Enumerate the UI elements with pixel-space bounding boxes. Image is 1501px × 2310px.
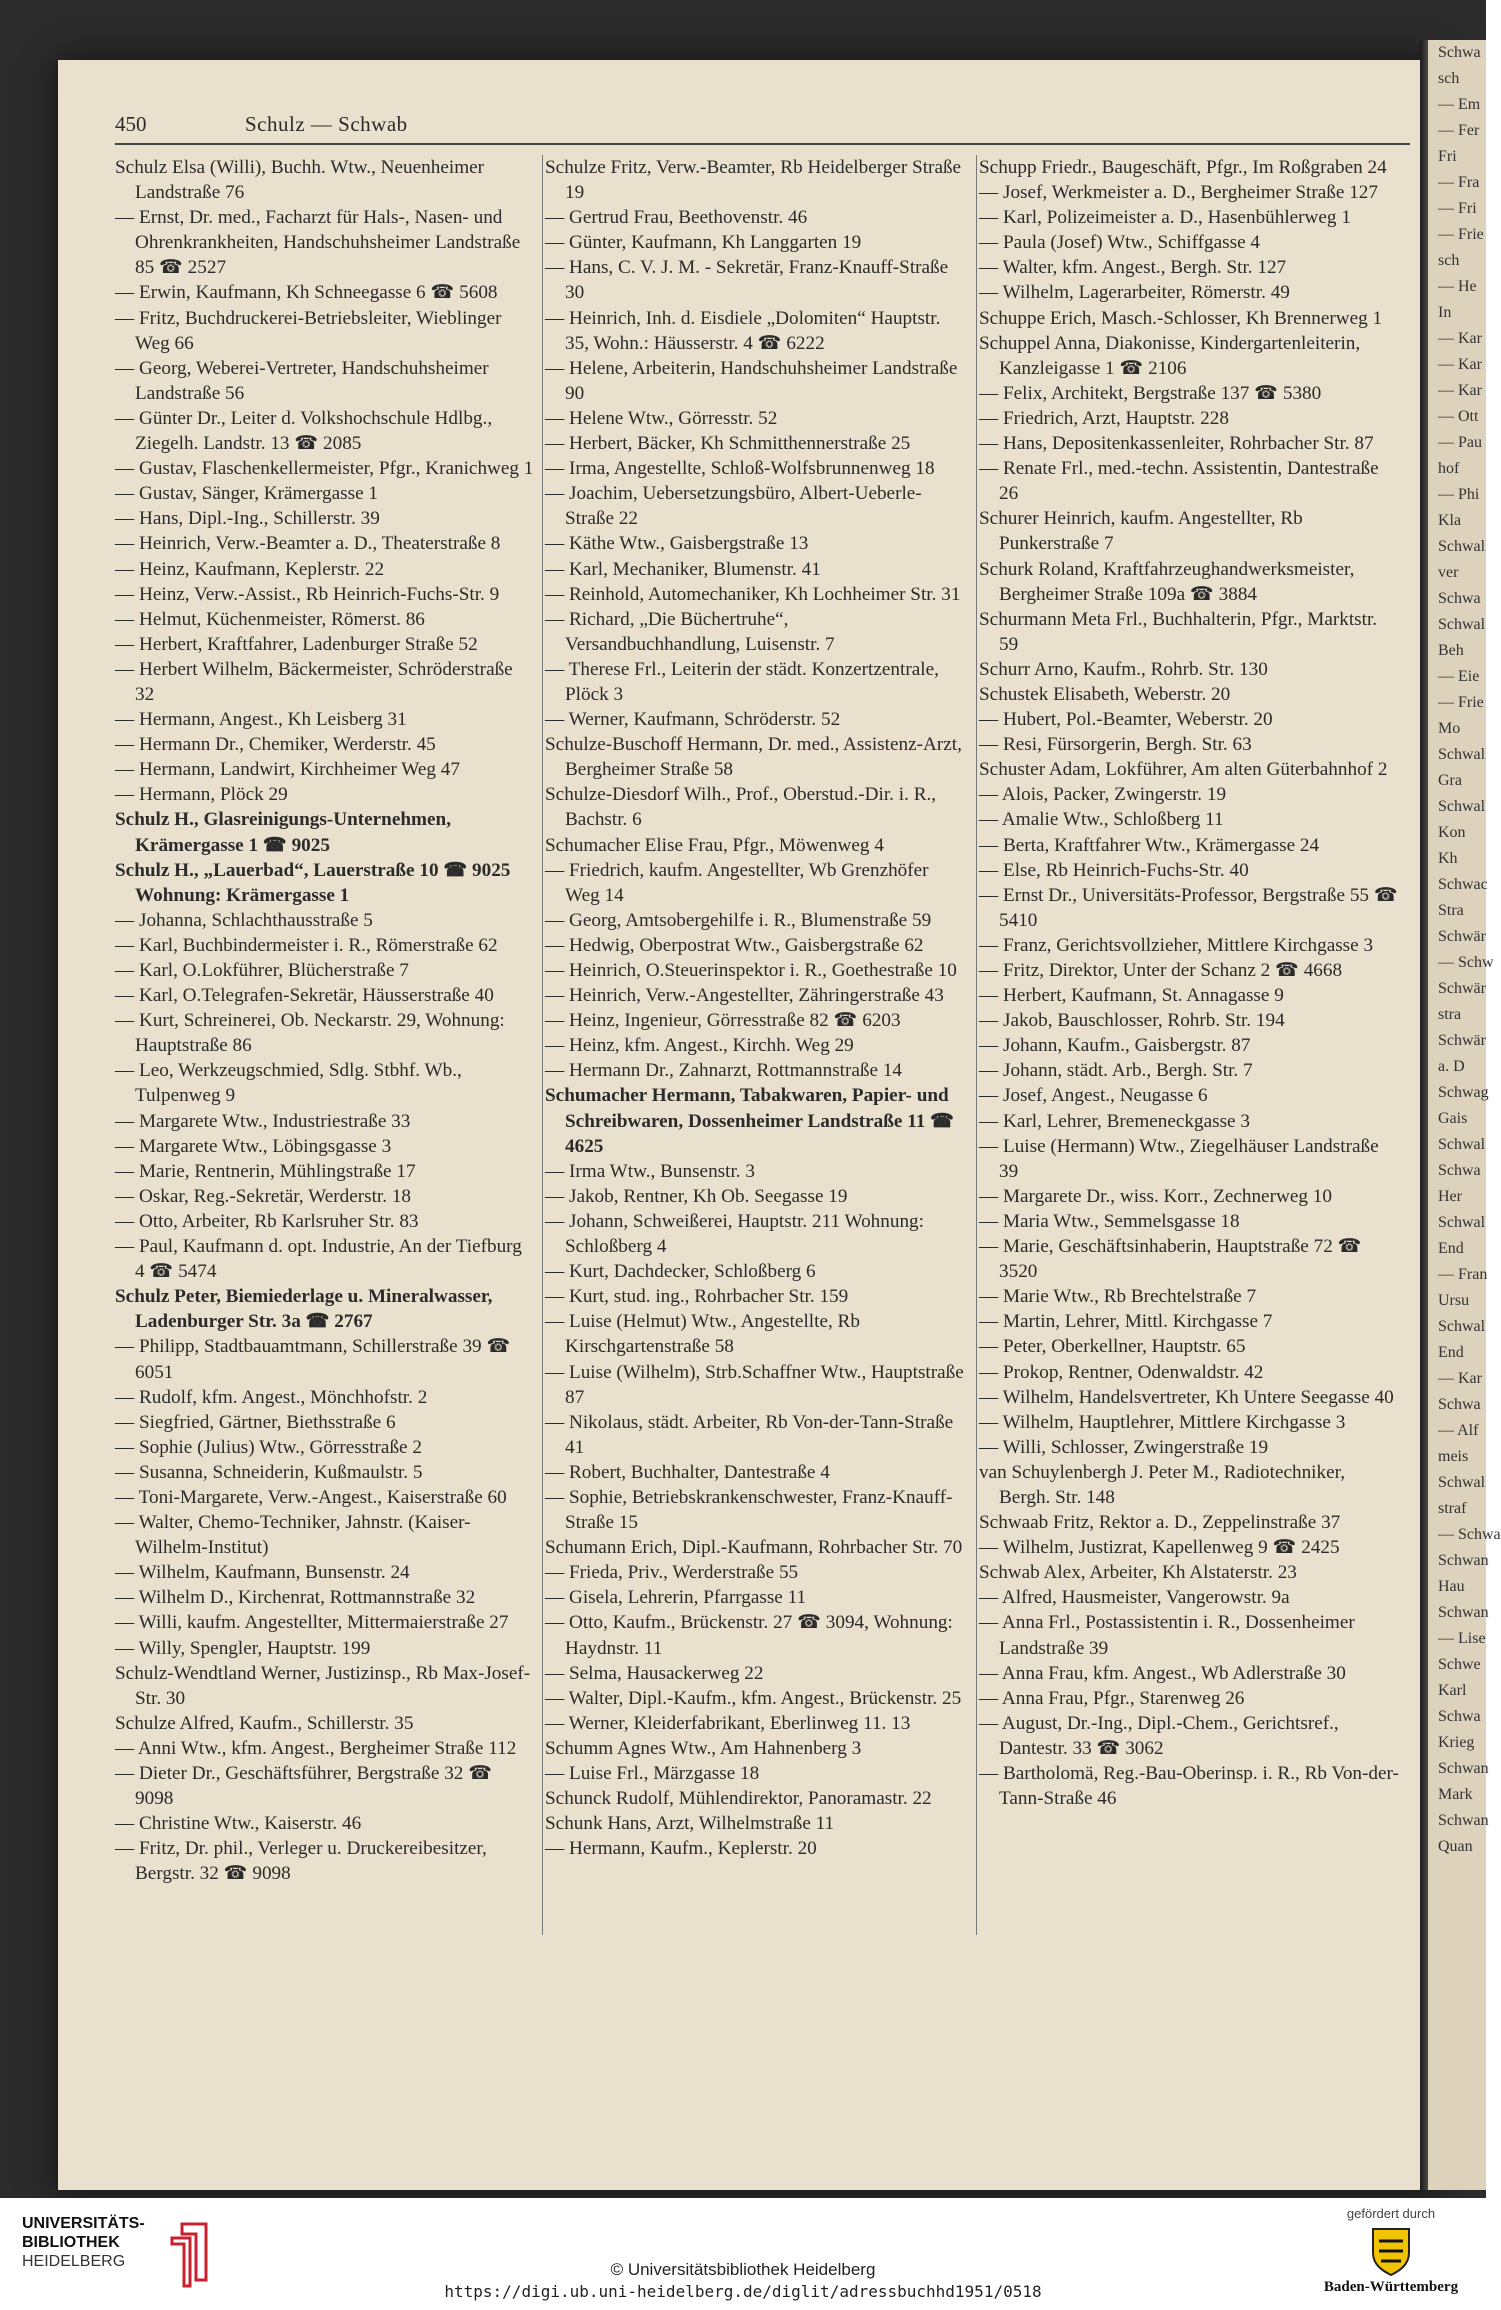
next-page-fragment: — Schwa	[1438, 1526, 1501, 1543]
next-page-fragment: Schwan	[1438, 1760, 1489, 1777]
directory-entry: — Joachim, Uebersetzungsbüro, Albert-Ueberle-Straße 22	[545, 483, 922, 530]
directory-entry: Schupp Friedr., Baugeschäft, Pfgr., Im Roßgraben 24	[979, 157, 1387, 178]
directory-entry: Schulze Fritz, Verw.-Beamter, Rb Heidelberger Straße 19	[545, 157, 962, 204]
directory-entry: — Fritz, Dr. phil., Verleger u. Druckereibesitzer, Bergstr. 32 ☎ 9098	[115, 1838, 487, 1885]
directory-entry: — Irma, Angestellte, Schloß-Wolfsbrunnenweg 18	[545, 458, 935, 480]
directory-entry: Schuster Adam, Lokführer, Am alten Güterbahnhof 2	[979, 759, 1388, 781]
directory-entry: — Kurt, Schreinerei, Ob. Neckarstr. 29, Wohnung: Hauptstraße 86	[115, 1010, 505, 1057]
directory-entry: — Walter, Dipl.-Kaufm., kfm. Angest., Brückenstr. 25	[545, 1687, 962, 1709]
directory-entry: — Alois, Packer, Zwingerstr. 19	[979, 784, 1227, 806]
next-page-fragment: — Kar	[1438, 1370, 1482, 1387]
directory-entry: — Renate Frl., med.-techn. Assistentin, Dantestraße 26	[979, 458, 1379, 505]
next-page-fragment: Kla	[1438, 512, 1462, 529]
directory-entry: — Nikolaus, städt. Arbeiter, Rb Von-der-Tann-Straße 41	[545, 1411, 954, 1458]
directory-entry: — Herbert, Kaufmann, St. Annagasse 9	[979, 985, 1284, 1007]
directory-entry: — Karl, Buchbindermeister i. R., Römerstraße 62	[115, 934, 498, 956]
copyright-text: © Universitätsbibliothek Heidelberg	[610, 2260, 876, 2279]
directory-entry: — Anna Frl., Postassistentin i. R., Dossenheimer Landstraße 39	[979, 1612, 1355, 1659]
directory-entry: Schumacher Elise Frau, Pfgr., Möwenweg 4	[545, 834, 884, 856]
next-page-fragment: Schwal	[1438, 798, 1486, 815]
directory-entry: — Georg, Weberei-Vertreter, Handschuhsheimer Landstraße 56	[115, 357, 489, 404]
column-1	[115, 155, 535, 1886]
directory-entry: — Jakob, Rentner, Kh Ob. Seegasse 19	[545, 1185, 848, 1207]
next-page-fragment: Schwan	[1438, 1552, 1489, 1569]
next-page-fragment: — Kar	[1438, 330, 1482, 347]
directory-entry: — Toni-Margarete, Verw.-Angest., Kaiserstraße 60	[115, 1486, 507, 1508]
directory-entry: Schurmann Meta Frl., Buchhalterin, Pfgr., Marktstr. 59	[979, 608, 1378, 655]
next-page-fragment: Schwe	[1438, 1656, 1481, 1673]
directory-entry: — Alfred, Hausmeister, Vangerowstr. 9a	[979, 1587, 1290, 1609]
sponsor-name: Baden-Württemberg	[1323, 2279, 1459, 2295]
directory-entry: — Hermann Dr., Chemiker, Werderstr. 45	[115, 734, 436, 756]
directory-entry: — Hermann, Plöck 29	[115, 784, 288, 806]
directory-entry: — Felix, Architekt, Bergstraße 137 ☎ 5380	[979, 382, 1322, 404]
directory-entry: — Helene Wtw., Görresstr. 52	[545, 407, 778, 429]
directory-entry: — Willi, Schlosser, Zwingerstraße 19	[979, 1436, 1269, 1458]
directory-entry: — Käthe Wtw., Gaisbergstraße 13	[545, 533, 809, 555]
directory-entry: — Frieda, Priv., Werderstraße 55	[545, 1562, 799, 1584]
next-page-fragment: Quan	[1438, 1838, 1473, 1855]
directory-entry: — Rudolf, kfm. Angest., Mönchhofstr. 2	[115, 1386, 428, 1408]
next-page-fragment: Schwa	[1438, 1708, 1481, 1725]
next-page-fragment: — Em	[1438, 96, 1481, 113]
next-page-fragment: — Fra	[1438, 174, 1480, 191]
directory-entry: — Philipp, Stadtbauamtmann, Schillerstraße 39 ☎ 6051	[115, 1336, 511, 1383]
viewer-footer	[0, 2198, 1486, 2310]
directory-entry: — Helene, Arbeiterin, Handschuhsheimer Landstraße 90	[545, 357, 958, 404]
next-page-fragment: Kon	[1438, 824, 1466, 841]
directory-entry: — Gertrud Frau, Beethovenstr. 46	[545, 207, 808, 229]
running-header	[115, 112, 1446, 142]
next-page-fragment: — Kar	[1438, 382, 1482, 399]
directory-entry: Schulz H., Glasreinigungs-Unternehmen, Krämergasse 1 ☎ 9025	[115, 809, 451, 856]
next-page-fragment: Schwan	[1438, 1604, 1489, 1621]
logo-line-1: UNIVERSITÄTS-	[22, 2215, 145, 2232]
directory-entry: — Wilhelm, Kaufmann, Bunsenstr. 24	[115, 1562, 410, 1584]
directory-entry: — Johann, Schweißerei, Hauptstr. 211 Wohnung: Schloßberg 4	[545, 1210, 924, 1258]
next-page-fragment: Schwa	[1438, 1162, 1481, 1179]
next-page-fragment: — Ott	[1438, 408, 1479, 425]
directory-entry: — Hermann Dr., Zahnarzt, Rottmannstraße 14	[545, 1060, 903, 1082]
directory-entry: — Hermann, Angest., Kh Leisberg 31	[115, 709, 407, 731]
directory-entry: — Sophie, Betriebskrankenschwester, Franz-Knauff-Straße 15	[545, 1486, 953, 1534]
directory-entry: — Georg, Amtsobergehilfe i. R., Blumenstraße 59	[545, 909, 932, 931]
next-page-fragment: Mark	[1438, 1786, 1473, 1803]
sponsor-caption: gefördert durch	[1346, 2206, 1436, 2221]
next-page-fragment: sch	[1438, 252, 1460, 269]
sponsor-block	[1316, 2206, 1466, 2296]
directory-entry: — Otto, Kaufm., Brückenstr. 27 ☎ 3094, Wohnung: Haydnstr. 11	[545, 1612, 953, 1659]
directory-entry: — Hermann, Landwirt, Kirchheimer Weg 47	[115, 759, 460, 781]
directory-entry: Schumm Agnes Wtw., Am Hahnenberg 3	[545, 1737, 862, 1759]
next-page-fragment: — Fri	[1438, 200, 1477, 217]
directory-columns	[115, 155, 1415, 2135]
directory-entry: — Herbert, Kraftfahrer, Ladenburger Straße 52	[115, 633, 478, 655]
directory-entry: — Therese Frl., Leiterin der städt. Konzertzentrale, Plöck 3	[545, 658, 939, 705]
directory-entry: — Helmut, Küchenmeister, Römerst. 86	[115, 608, 425, 630]
directory-entry: Schurk Roland, Kraftfahrzeughandwerksmeister, Bergheimer Straße 109a ☎ 3884	[979, 558, 1355, 605]
directory-entry: Schurer Heinrich, kaufm. Angestellter, Rb Punkerstraße 7	[979, 508, 1303, 555]
next-page-fragment: Schwal	[1438, 1474, 1486, 1491]
next-page-fragment: Schwär	[1438, 1032, 1486, 1049]
next-page-fragment: ver	[1438, 564, 1459, 581]
next-page-fragment: Schwär	[1438, 980, 1486, 997]
next-page-fragment: Beh	[1438, 642, 1464, 659]
directory-entry: — Oskar, Reg.-Sekretär, Werderstr. 18	[115, 1185, 412, 1207]
directory-entry: van Schuylenbergh J. Peter M., Radiotechniker, Bergh. Str. 148	[979, 1461, 1346, 1508]
directory-entry: — Dieter Dr., Geschäftsführer, Bergstraße 32 ☎ 9098	[115, 1763, 493, 1810]
next-page-fragment: — Lise	[1438, 1630, 1486, 1647]
directory-entry: — Siegfried, Gärtner, Biethsstraße 6	[115, 1411, 396, 1433]
directory-entry: — Jakob, Bauschlosser, Rohrb. Str. 194	[979, 1010, 1285, 1032]
directory-entry: — Marie, Rentnerin, Mühlingstraße 17	[115, 1160, 416, 1182]
next-page-fragment: Schwag	[1438, 1084, 1489, 1101]
directory-entry: — Friedrich, Arzt, Hauptstr. 228	[979, 407, 1229, 429]
directory-entry: — Luise (Helmut) Wtw., Angestellte, Rb Kirschgartenstraße 58	[545, 1311, 860, 1358]
directory-entry: — Ernst Dr., Universitäts-Professor, Bergstraße 55 ☎ 5410	[979, 884, 1398, 931]
directory-entry: — Martin, Lehrer, Mittl. Kirchgasse 7	[979, 1311, 1273, 1333]
directory-entry: — Richard, „Die Büchertruhe“, Versandbuchhandlung, Luisenstr. 7	[545, 608, 835, 655]
directory-entry: — Friedrich, kaufm. Angestellter, Wb Grenzhöfer Weg 14	[545, 859, 929, 906]
next-page-fragment: straf	[1438, 1500, 1467, 1517]
directory-entry: — Bartholomä, Reg.-Bau-Oberinsp. i. R., Rb Von-der-Tann-Straße 46	[979, 1763, 1399, 1810]
next-page-fragment: Gais	[1438, 1110, 1468, 1127]
directory-entry: — Heinrich, Inh. d. Eisdiele „Dolomiten“ Hauptstr. 35, Wohn.: Häusserstr. 4 ☎ 6222	[545, 307, 941, 354]
directory-entry: Schulze-Buschoff Hermann, Dr. med., Assistenz-Arzt, Bergheimer Straße 58	[545, 734, 962, 781]
directory-entry: — Karl, Mechaniker, Blumenstr. 41	[545, 558, 821, 580]
directory-entry: — Resi, Fürsorgerin, Bergh. Str. 63	[979, 734, 1252, 756]
directory-entry: Schuppel Anna, Diakonisse, Kindergartenleiterin, Kanzleigasse 1 ☎ 2106	[979, 332, 1361, 379]
next-page-fragment: Schwal	[1438, 1318, 1486, 1335]
directory-entry: — Walter, Chemo-Techniker, Jahnstr. (Kaiser-Wilhelm-Institut)	[115, 1512, 471, 1559]
directory-entry: — Paula (Josef) Wtw., Schiffgasse 4	[979, 232, 1261, 254]
directory-entry: — Selma, Hausackerweg 22	[545, 1662, 764, 1684]
directory-entry: — Johann, Kaufm., Gaisbergstr. 87	[979, 1035, 1251, 1057]
directory-entry: — August, Dr.-Ing., Dipl.-Chem., Gerichtsref., Dantestr. 33 ☎ 3062	[979, 1712, 1339, 1759]
directory-entry: — Josef, Angest., Neugasse 6	[979, 1085, 1208, 1107]
directory-entry: — Margarete Dr., wiss. Korr., Zechnerweg 10	[979, 1185, 1332, 1207]
running-title: Schulz — Schwab	[245, 112, 408, 136]
directory-entry: Schulz Peter, Biemiederlage u. Mineralwasser, Ladenburger Str. 3a ☎ 2767	[115, 1286, 493, 1333]
directory-entry: — Gustav, Flaschenkellermeister, Pfgr., Kranichweg 1	[115, 458, 534, 480]
directory-entry: — Peter, Oberkellner, Hauptstr. 65	[979, 1336, 1246, 1358]
next-page-fragment: — Fer	[1438, 122, 1480, 139]
next-page-fragment: Schwal	[1438, 1214, 1486, 1231]
directory-entry: — Erwin, Kaufmann, Kh Schneegasse 6 ☎ 5608	[115, 282, 498, 304]
directory-entry: — Christine Wtw., Kaiserstr. 46	[115, 1813, 362, 1835]
next-page-fragment: Schwa	[1438, 44, 1481, 61]
next-page-fragment: — Phi	[1438, 486, 1480, 503]
next-page-fragment: — Schw	[1438, 954, 1494, 971]
directory-entry: — Hedwig, Oberpostrat Wtw., Gaisbergstraße 62	[545, 934, 924, 956]
next-page-fragment: Stra	[1438, 902, 1464, 919]
directory-entry: — Anni Wtw., kfm. Angest., Bergheimer Straße 112	[115, 1737, 517, 1759]
directory-entry: — Reinhold, Automechaniker, Kh Lochheimer Str. 31	[545, 583, 961, 605]
directory-entry: — Leo, Werkzeugschmied, Sdlg. Stbhf. Wb., Tulpenweg 9	[115, 1060, 462, 1107]
directory-entry: — Wilhelm D., Kirchenrat, Rottmannstraße 32	[115, 1587, 476, 1609]
directory-entry: — Luise Frl., Märzgasse 18	[545, 1763, 760, 1784]
next-page-fragment: Schwac	[1438, 876, 1488, 893]
directory-entry: — Franz, Gerichtsvollzieher, Mittlere Kirchgasse 3	[979, 934, 1374, 956]
next-page-fragment: — Frie	[1438, 226, 1484, 243]
directory-entry: — Hans, C. V. J. M. - Sekretär, Franz-Knauff-Straße 30	[545, 257, 949, 304]
directory-entry: — Anna Frau, Pfgr., Starenweg 26	[979, 1687, 1245, 1709]
directory-entry: — Sophie (Julius) Wtw., Görresstraße 2	[115, 1436, 422, 1458]
next-page-fragment: Fri	[1438, 148, 1457, 165]
logo-line-2: BIBLIOTHEK	[22, 2234, 120, 2251]
header-rule	[115, 143, 1410, 145]
directory-entry: — Heinrich, Verw.-Angestellter, Zähringerstraße 43	[545, 985, 944, 1007]
next-page-fragment: — Alf	[1438, 1422, 1479, 1439]
directory-entry: Schuppe Erich, Masch.-Schlosser, Kh Brennerweg 1	[979, 307, 1383, 329]
next-page-fragment: End	[1438, 1240, 1464, 1257]
directory-entry: Schumacher Hermann, Tabakwaren, Papier- und Schreibwaren, Dossenheimer Landstraße 11 ☎ 4625	[545, 1085, 955, 1157]
directory-entry: — Prokop, Rentner, Odenwaldstr. 42	[979, 1361, 1264, 1383]
directory-entry: — Hubert, Pol.-Beamter, Weberstr. 20	[979, 709, 1273, 731]
next-page-fragment: Schwa	[1438, 590, 1481, 607]
next-page-fragment: Kh	[1438, 850, 1458, 867]
next-page-fragment: Schwal	[1438, 616, 1486, 633]
next-page-fragment: Karl	[1438, 1682, 1467, 1699]
directory-entry: — Herbert, Bäcker, Kh Schmitthennerstraße 25	[545, 433, 911, 455]
directory-entry: — Maria Wtw., Semmelsgasse 18	[979, 1210, 1240, 1232]
next-page-fragment: End	[1438, 1344, 1464, 1361]
directory-entry: — Otto, Arbeiter, Rb Karlsruher Str. 83	[115, 1210, 419, 1232]
directory-entry: — Robert, Buchhalter, Dantestraße 4	[545, 1461, 830, 1483]
directory-entry: — Karl, Lehrer, Bremeneckgasse 3	[979, 1110, 1250, 1132]
next-page-fragment: — Fran	[1438, 1266, 1488, 1283]
next-page-fragment: Schwal	[1438, 1136, 1486, 1153]
directory-entry: — Herbert Wilhelm, Bäckermeister, Schröderstraße 32	[115, 658, 513, 705]
directory-entry: Schumann Erich, Dipl.-Kaufmann, Rohrbacher Str. 70	[545, 1537, 963, 1559]
directory-entry: — Johanna, Schlachthausstraße 5	[115, 909, 373, 931]
directory-entry: — Marie Wtw., Rb Brechtelstraße 7	[979, 1286, 1257, 1308]
directory-entry: — Marie, Geschäftsinhaberin, Hauptstraße 72 ☎ 3520	[979, 1236, 1362, 1283]
column-2	[545, 155, 965, 1861]
directory-entry: — Wilhelm, Handelsvertreter, Kh Untere Seegasse 40	[979, 1386, 1394, 1408]
directory-entry: — Susanna, Schneiderin, Kußmaulstr. 5	[115, 1461, 423, 1483]
next-page-fragment: meis	[1438, 1448, 1469, 1465]
next-page-fragment: Schwal	[1438, 746, 1486, 763]
next-page-fragment: — Eie	[1438, 668, 1480, 685]
directory-entry: Schunk Hans, Arzt, Wilhelmstraße 11	[545, 1813, 835, 1835]
directory-entry: — Karl, Polizeimeister a. D., Hasenbühlerweg 1	[979, 207, 1351, 229]
next-page-fragment: — Kar	[1438, 356, 1482, 373]
directory-entry: — Kurt, Dachdecker, Schloßberg 6	[545, 1261, 816, 1283]
directory-entry: — Hans, Dipl.-Ing., Schillerstr. 39	[115, 508, 380, 530]
directory-entry: — Wilhelm, Hauptlehrer, Mittlere Kirchgasse 3	[979, 1411, 1346, 1433]
next-page-fragment: a. D	[1438, 1058, 1465, 1075]
directory-entry: — Heinz, Kaufmann, Keplerstr. 22	[115, 558, 385, 580]
directory-entry: — Heinrich, Verw.-Beamter a. D., Theaterstraße 8	[115, 533, 501, 555]
directory-entry: — Heinz, kfm. Angest., Kirchh. Weg 29	[545, 1035, 854, 1057]
directory-entry: — Fritz, Buchdruckerei-Betriebsleiter, Wieblinger Weg 66	[115, 307, 502, 354]
directory-entry: — Anna Frau, kfm. Angest., Wb Adlerstraße 30	[979, 1662, 1346, 1684]
directory-entry: — Heinz, Verw.-Assist., Rb Heinrich-Fuchs-Str. 9	[115, 583, 500, 605]
directory-entry: — Margarete Wtw., Löbingsgasse 3	[115, 1135, 392, 1157]
logo-line-3: HEIDELBERG	[22, 2253, 126, 2270]
page-number: 450	[115, 112, 147, 136]
directory-entry: — Günter, Kaufmann, Kh Langgarten 19	[545, 232, 862, 254]
directory-entry: — Luise (Hermann) Wtw., Ziegelhäuser Landstraße 39	[979, 1135, 1379, 1182]
directory-entry: — Kurt, stud. ing., Rohrbacher Str. 159	[545, 1286, 849, 1308]
directory-entry: — Ernst, Dr. med., Facharzt für Hals-, Nasen- und Ohrenkrankheiten, Handschuhsheimer Landstraße 85 ☎ 2527	[115, 207, 521, 279]
next-page-fragment: Schwär	[1438, 928, 1486, 945]
next-page-fragment: Gra	[1438, 772, 1462, 789]
directory-entry: Schunck Rudolf, Mühlendirektor, Panoramastr. 22	[545, 1788, 932, 1810]
directory-entry: — Margarete Wtw., Industriestraße 33	[115, 1110, 411, 1132]
next-page-fragment: Schwan	[1438, 1812, 1489, 1829]
next-page-fragment: hof	[1438, 460, 1460, 477]
directory-entry: Schulz H., „Lauerbad“, Lauerstraße 10 ☎ 9025 Wohnung: Krämergasse 1	[115, 859, 511, 906]
directory-entry: — Fritz, Direktor, Unter der Schanz 2 ☎ 4668	[979, 960, 1343, 981]
directory-entry: Schwaab Fritz, Rektor a. D., Zeppelinstraße 37	[979, 1512, 1341, 1534]
next-page-fragment: Schwal	[1438, 538, 1486, 555]
directory-entry: — Berta, Kraftfahrer Wtw., Krämergasse 24	[979, 834, 1320, 856]
directory-entry: — Luise (Wilhelm), Strb.Schaffner Wtw., Hauptstraße 87	[545, 1361, 964, 1408]
next-page-edge	[1428, 40, 1501, 2190]
next-page-fragment: Mo	[1438, 720, 1461, 737]
directory-entry: — Willy, Spengler, Hauptstr. 199	[115, 1637, 371, 1659]
directory-entry: — Paul, Kaufmann d. opt. Industrie, An der Tiefburg 4 ☎ 5474	[115, 1236, 522, 1283]
directory-entry: — Johann, städt. Arb., Bergh. Str. 7	[979, 1060, 1253, 1082]
directory-entry: — Gustav, Sänger, Krämergasse 1	[115, 483, 378, 505]
next-page-fragment: Krieg	[1438, 1734, 1475, 1751]
column-3	[979, 155, 1399, 1811]
next-page-fragment: stra	[1438, 1006, 1462, 1023]
next-page-fragment: Hau	[1438, 1578, 1465, 1595]
directory-entry: — Werner, Kleiderfabrikant, Eberlinweg 11. 13	[545, 1712, 911, 1734]
directory-entry: Schwab Alex, Arbeiter, Kh Alstaterstr. 23	[979, 1562, 1297, 1584]
directory-entry: Schulz Elsa (Willi), Buchh. Wtw., Neuenheimer Landstraße 76	[115, 157, 485, 204]
next-page-fragment: — Frie	[1438, 694, 1484, 711]
directory-entry: — Günter Dr., Leiter d. Volkshochschule Hdlbg., Ziegelh. Landstr. 13 ☎ 2085	[115, 407, 493, 455]
permalink-url[interactable]: https://digi.ub.uni-heidelberg.de/diglit/adressbuchhd1951/0518	[444, 2282, 1042, 2301]
next-page-fragment: Ursu	[1438, 1292, 1470, 1309]
directory-entry: — Amalie Wtw., Schloßberg 11	[979, 809, 1224, 831]
directory-entry: — Else, Rb Heinrich-Fuchs-Str. 40	[979, 859, 1249, 881]
next-page-fragment: In	[1438, 304, 1452, 321]
next-page-fragment: sch	[1438, 70, 1460, 87]
directory-entry: — Josef, Werkmeister a. D., Bergheimer Straße 127	[979, 182, 1378, 204]
directory-entry: — Walter, kfm. Angest., Bergh. Str. 127	[979, 257, 1287, 279]
directory-entry: — Wilhelm, Lagerarbeiter, Römerstr. 49	[979, 282, 1290, 304]
next-page-fragment: — He	[1438, 278, 1477, 295]
directory-entry: — Hans, Depositenkassenleiter, Rohrbacher Str. 87	[979, 433, 1374, 455]
directory-entry: Schurr Arno, Kaufm., Rohrb. Str. 130	[979, 658, 1268, 680]
directory-entry: — Karl, O.Telegrafen-Sekretär, Häusserstraße 40	[115, 985, 494, 1007]
next-page-fragment: — Pau	[1438, 434, 1482, 451]
directory-entry: — Wilhelm, Justizrat, Kapellenweg 9 ☎ 2425	[979, 1537, 1340, 1559]
next-page-fragment: Her	[1438, 1188, 1462, 1205]
directory-entry: — Hermann, Kaufm., Keplerstr. 20	[545, 1838, 817, 1860]
directory-entry: — Heinz, Ingenieur, Görresstraße 82 ☎ 6203	[545, 1010, 901, 1032]
coat-of-arms-icon	[1369, 2225, 1413, 2277]
directory-entry: — Willi, kaufm. Angestellter, Mittermaierstraße 27	[115, 1612, 509, 1634]
next-page-fragment: Schwa	[1438, 1396, 1481, 1413]
directory-entry: — Heinrich, O.Steuerinspektor i. R., Goethestraße 10	[545, 960, 957, 981]
directory-entry: — Werner, Kaufmann, Schröderstr. 52	[545, 709, 841, 731]
directory-entry: — Gisela, Lehrerin, Pfarrgasse 11	[545, 1587, 807, 1609]
directory-entry: — Karl, O.Lokführer, Blücherstraße 7	[115, 960, 409, 981]
directory-entry: Schulze-Diesdorf Wilh., Prof., Oberstud.-Dir. i. R., Bachstr. 6	[545, 784, 937, 831]
directory-entry: Schulze Alfred, Kaufm., Schillerstr. 35	[115, 1712, 414, 1734]
directory-entry: Schulz-Wendtland Werner, Justizinsp., Rb Max-Josef-Str. 30	[115, 1662, 531, 1709]
directory-entry: — Irma Wtw., Bunsenstr. 3	[545, 1160, 755, 1182]
directory-entry: Schustek Elisabeth, Weberstr. 20	[979, 683, 1231, 705]
